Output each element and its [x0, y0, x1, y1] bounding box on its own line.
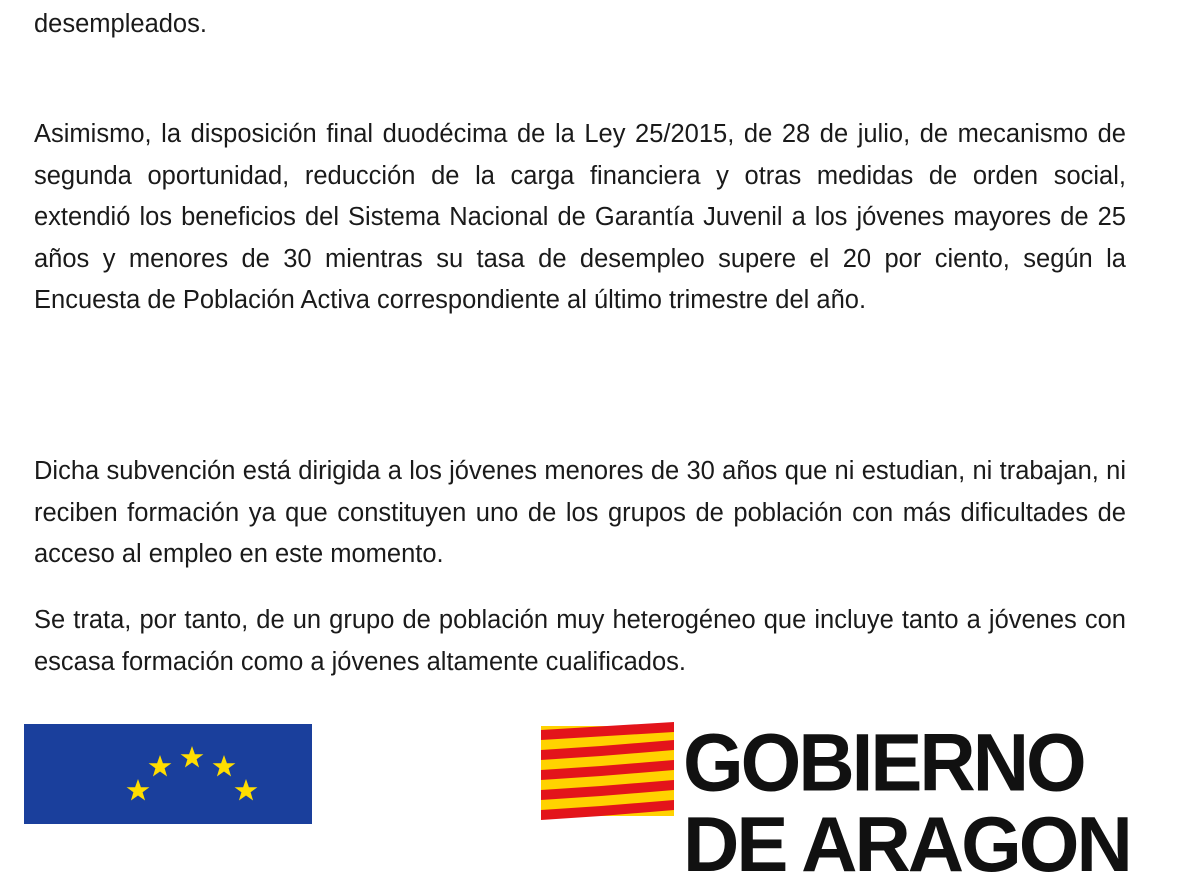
aragon-logo-sub: DE ARAGON — [683, 800, 1130, 888]
aragon-logo — [541, 715, 1141, 888]
eu-star — [235, 779, 258, 801]
eu-flag-icon — [24, 724, 312, 824]
aragon-flag-icon — [541, 726, 674, 816]
eu-stars — [24, 724, 312, 824]
eu-star — [181, 746, 204, 768]
paragraph-intro: desempleados. — [34, 9, 207, 38]
eu-star — [127, 779, 150, 801]
eu-star — [213, 755, 236, 777]
eu-star — [149, 755, 172, 777]
paragraph-dicha: Dicha subvención está dirigida a los jóvenes menores de 30 años que ni estudian, ni trabajan, ni reciben formación ya que constituyen uno de los grupos de población con más dificultades de acceso al empleo en este momento. — [34, 457, 1126, 568]
aragon-logo-name: GOBIERNO — [683, 715, 1084, 809]
paragraph-asimismo: Asimismo, la disposición final duodécima de la Ley 25/2015, de 28 de julio, de mecanismo de segunda oportunidad, reducción de la carga financiera y otras medidas de orden social, extendió los beneficios del Sistema Nacional de Garantía Juvenil a los jóvenes mayores de 25 años y menores de 30 mientras su tasa de desempleo supere el 20 por ciento, según la Encuesta de Población Activa correspondiente al último trimestre del año. — [34, 120, 1126, 314]
paragraph-se-trata: Se trata, por tanto, de un grupo de población muy heterogéneo que incluye tanto a jóvenes con escasa formación como a jóvenes altamente cualificados. — [34, 606, 1126, 676]
